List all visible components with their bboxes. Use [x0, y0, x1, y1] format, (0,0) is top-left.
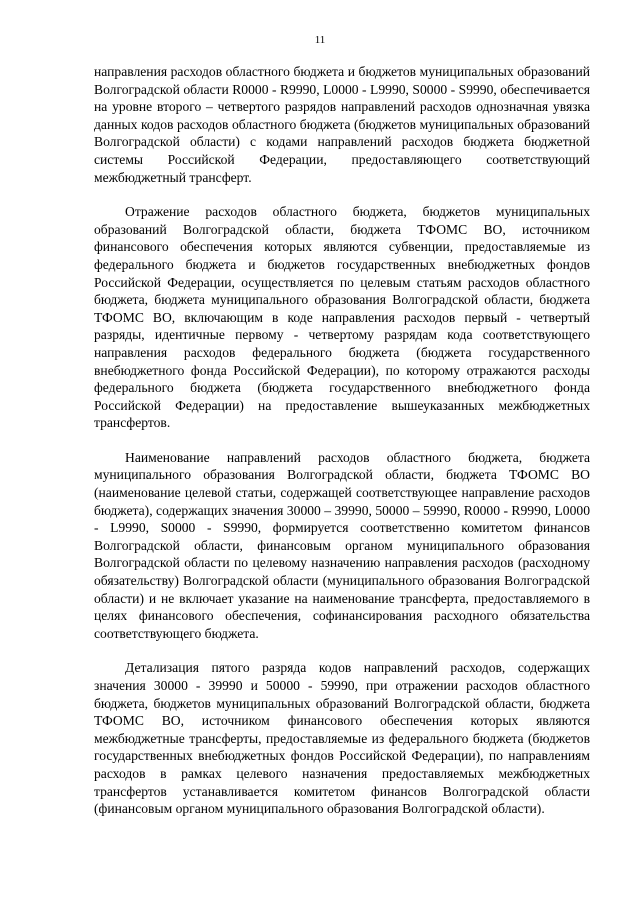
paragraph-expense-naming: Наименование направлений расходов областного бюджета, бюджета муниципального образования Волгоградской области, бюджета ТФОМС ВО (наименование целевой статьи, содержащей соответствующее направление расходов бюджета), содержащих значения 30000 – 39990, 50000 – 59990, R0000 - R9990, L0000 - L9990, S0000 - S9990, формируется соответственно комитетом финансов Волгоградской области, финансовым органом муниципального образования Волгоградской области по целевому назначению направления расходов (расходному обязательству) Волгоградской области (муниципального образования Волгоградской области) и не включает указание на наименование трансферта, предоставляемого в целях финансового обеспечения, софинансирования расходного обязательства соответствующего бюджета. [94, 449, 590, 641]
page-number: 11 [314, 34, 326, 46]
paragraph-subvention-expenses: Отражение расходов областного бюджета, бюджетов муниципальных образований Волгоградской области, бюджета ТФОМС ВО, источником финансового обеспечения которых являются субвенции, предоставляемые из федерального бюджета и бюджетов государственных внебюджетных фондов Российской Федерации, осуществляется по целевым статьям расходов областного бюджета, бюджета муниципального образования Волгоградской области, бюджета ТФОМС ВО, включающим в коде направления расходов первый - четвертый разряды, идентичные первому - четвертому разрядам кода соответствующего направления расходов федерального бюджета (бюджета государственного внебюджетного фонда Российской Федерации), по которому отражаются расходы федерального бюджета (бюджета государственного внебюджетного фонда Российской Федерации) на предоставление вышеуказанных межбюджетных трансфертов. [94, 204, 590, 431]
document-body [94, 63, 590, 835]
paragraph-fifth-digit-detail: Детализация пятого разряда кодов направлений расходов, содержащих значения 30000 - 39990 и 50000 - 59990, при отражении расходов областного бюджета, бюджетов муниципальных образований Волгоградской области, бюджета ТФОМС ВО, источником финансового обеспечения которых являются межбюджетные трансферты, предоставляемые из федерального бюджета (бюджетов государственных внебюджетных фондов Российской Федерации), по направлениям расходов в рамках целевого назначения предоставляемых межбюджетных трансфертов устанавливается комитетом финансов Волгоградской области (финансовым органом муниципального образования Волгоградской области). [94, 660, 590, 817]
paragraph-continuation: направления расходов областного бюджета и бюджетов муниципальных образований Волгоградской области R0000 - R9990, L0000 - L9990, S0000 - S9990, обеспечивается на уровне второго – четвертого разрядов направлений расходов однозначная увязка данных кодов расходов областного бюджета (бюджетов муниципальных образований Волгоградской области) с кодами направлений расходов бюджета бюджетной системы Российской Федерации, предоставляющего соответствующий межбюджетный трансферт. [94, 64, 590, 185]
